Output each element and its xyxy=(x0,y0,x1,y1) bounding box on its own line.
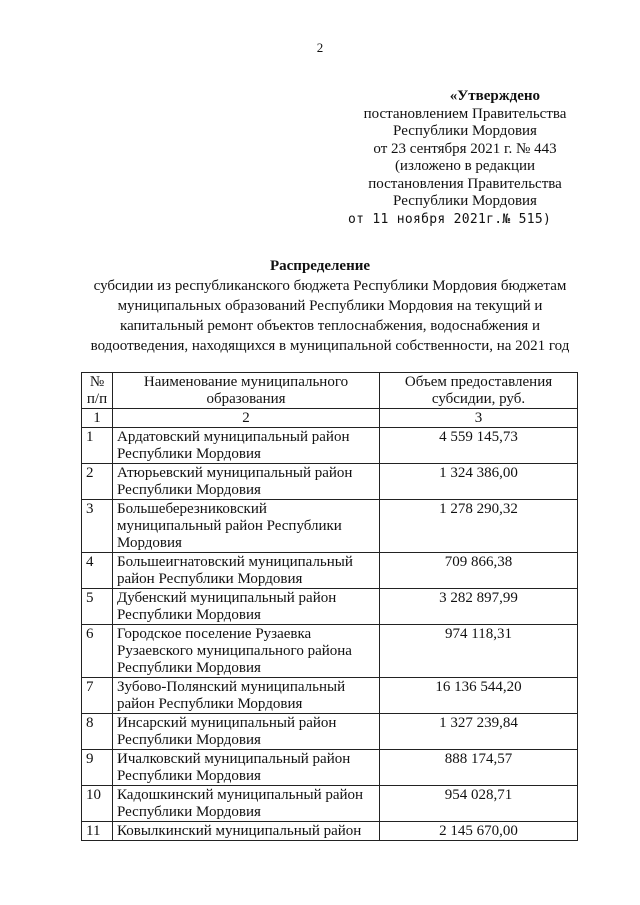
row-number-cell: 10 xyxy=(82,786,113,822)
subtitle-line: водоотведения, находящихся в муниципальной собственности, на 2021 год xyxy=(90,338,570,354)
subsidy-amount-cell: 1 324 386,00 xyxy=(380,464,578,500)
approval-line: от 23 сентября 2021 г. № 443 xyxy=(373,140,557,157)
municipality-name-line: Городское поселение Рузаевка xyxy=(117,626,312,642)
subtitle-line: субсидии из республиканского бюджета Республики Мордовия бюджетам xyxy=(93,278,567,294)
approval-heading: «Утверждено xyxy=(449,88,540,104)
municipality-name-cell xyxy=(113,750,380,786)
subsidy-amount-cell: 888 174,57 xyxy=(380,750,578,786)
municipality-name-cell xyxy=(113,428,380,464)
table-row xyxy=(82,428,578,464)
table-row xyxy=(82,750,578,786)
document-subtitle xyxy=(70,276,590,356)
municipality-name-line: Республики Мордовия xyxy=(117,660,261,676)
municipality-name-line: Дубенский муниципальный район xyxy=(117,590,337,606)
subsidy-amount-cell: 1 327 239,84 xyxy=(380,714,578,750)
column-number-row xyxy=(82,409,578,428)
municipality-name-line: Большеберезниковский xyxy=(117,501,267,517)
subsidy-amount-cell: 4 559 145,73 xyxy=(380,428,578,464)
approval-line: Республики Мордовия xyxy=(393,193,537,209)
municipality-name-cell xyxy=(113,589,380,625)
subtitle-line: муниципальных образований Республики Мордовия на текущий и xyxy=(117,298,543,314)
row-number-cell: 7 xyxy=(82,678,113,714)
approval-block xyxy=(340,88,590,228)
page-number: 2 xyxy=(316,40,324,55)
header-cell-amount: Объем предоставления субсидии, руб. xyxy=(380,373,578,409)
subsidy-amount-cell: 2 145 670,00 xyxy=(380,822,578,841)
subsidy-amount-cell: 1 278 290,32 xyxy=(380,500,578,553)
municipality-name-cell xyxy=(113,786,380,822)
approval-line: Республики Мордовия xyxy=(393,123,537,139)
row-number-cell: 5 xyxy=(82,589,113,625)
table-row xyxy=(82,464,578,500)
subsidy-table xyxy=(81,372,578,841)
municipality-name-line: Большеигнатовский муниципальный xyxy=(117,554,353,570)
table-header-row xyxy=(82,373,578,409)
municipality-name-line: Республики Мордовия xyxy=(117,768,261,784)
table-row xyxy=(82,786,578,822)
row-number-cell: 1 xyxy=(82,428,113,464)
document-title: Распределение xyxy=(269,258,371,274)
municipality-name-cell xyxy=(113,625,380,678)
approval-line: постановлением Правительства xyxy=(363,105,567,122)
municipality-name-line: Ичалковский муниципальный район xyxy=(117,751,351,767)
row-number-cell: 3 xyxy=(82,500,113,553)
header-cell-number: № п/п xyxy=(82,373,113,409)
table-row xyxy=(82,678,578,714)
municipality-name-cell xyxy=(113,714,380,750)
municipality-name-line: Кадошкинский муниципальный район xyxy=(117,787,364,803)
subsidy-amount-cell: 974 118,31 xyxy=(380,625,578,678)
amendment-stamp: от 11 ноября 2021г.№ 515) xyxy=(348,211,552,227)
column-number-cell: 1 xyxy=(82,409,113,428)
municipality-name-cell xyxy=(113,500,380,553)
table-row xyxy=(82,822,578,841)
approval-line: постановления Правительства xyxy=(368,175,562,192)
row-number-cell: 9 xyxy=(82,750,113,786)
column-number-cell: 3 xyxy=(380,409,578,428)
municipality-name-line: Мордовия xyxy=(117,535,182,551)
municipality-name-cell xyxy=(113,678,380,714)
header-cell-name: Наименование муниципального образования xyxy=(113,373,380,409)
municipality-name-line: район Республики Мордовия xyxy=(117,571,303,587)
table-row xyxy=(82,553,578,589)
row-number-cell: 11 xyxy=(82,822,113,841)
municipality-name-line: Рузаевского муниципального района xyxy=(117,643,352,659)
subtitle-line: капитальный ремонт объектов теплоснабжения, водоснабжения и xyxy=(120,318,540,334)
row-number-cell: 4 xyxy=(82,553,113,589)
municipality-name-line: Республики Мордовия xyxy=(117,482,261,498)
row-number-cell: 8 xyxy=(82,714,113,750)
municipality-name-line: район Республики Мордовия xyxy=(117,696,303,712)
municipality-name-cell xyxy=(113,822,380,841)
municipality-name-line: Инсарский муниципальный район xyxy=(117,715,337,731)
municipality-name-line: Зубово-Полянский муниципальный xyxy=(117,679,346,695)
table-row xyxy=(82,500,578,553)
municipality-name-line: Республики Мордовия xyxy=(117,732,261,748)
subsidy-amount-cell: 954 028,71 xyxy=(380,786,578,822)
municipality-name-line: Ковылкинский муниципальный район xyxy=(117,823,362,839)
subsidy-amount-cell: 709 866,38 xyxy=(380,553,578,589)
subsidy-amount-cell: 3 282 897,99 xyxy=(380,589,578,625)
municipality-name-cell xyxy=(113,553,380,589)
municipality-name-line: Республики Мордовия xyxy=(117,446,261,462)
municipality-name-line: Атюрьевский муниципальный район xyxy=(117,465,353,481)
row-number-cell: 2 xyxy=(82,464,113,500)
municipality-name-line: Республики Мордовия xyxy=(117,607,261,623)
municipality-name-line: Республики Мордовия xyxy=(117,804,261,820)
subsidy-amount-cell: 16 136 544,20 xyxy=(380,678,578,714)
municipality-name-cell xyxy=(113,464,380,500)
row-number-cell: 6 xyxy=(82,625,113,678)
table-row xyxy=(82,589,578,625)
municipality-name-line: муниципальный район Республики xyxy=(117,518,342,534)
approval-line: (изложено в редакции xyxy=(394,158,536,174)
table-row xyxy=(82,714,578,750)
municipality-name-line: Ардатовский муниципальный район xyxy=(117,429,350,445)
column-number-cell: 2 xyxy=(113,409,380,428)
table-row xyxy=(82,625,578,678)
